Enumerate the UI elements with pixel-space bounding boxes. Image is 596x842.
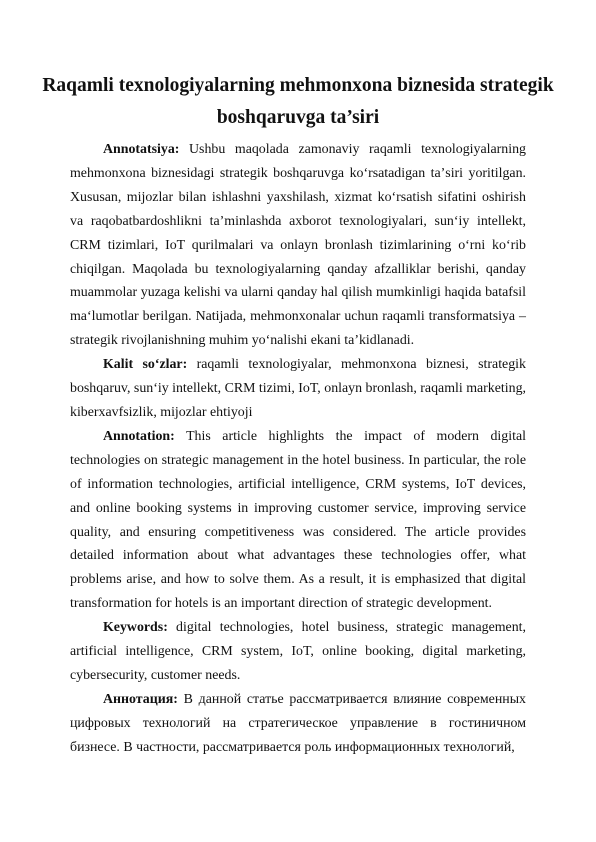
keywords-uz [70, 353, 526, 425]
abstract-en-label: Annotation: [103, 428, 175, 444]
keywords-uz-text: raqamli texnologiyalar, mehmonxona biznesi, strategik boshqaruv, sunʻiy intellekt, CRM tizimi, IoT, onlayn bronlash, raqamli marketing, kiberxavfsizlik, mijozlar ehtiyoji [70, 357, 526, 420]
abstract-uz-label: Annotatsiya: [103, 142, 180, 157]
abstract-en [70, 425, 526, 616]
abstract-ru [70, 688, 526, 760]
keywords-en-text: digital technologies, hotel business, strategic management, artificial intelligence, CRM system, IoT, online booking, digital marketing, cybersecurity, customer needs. [70, 620, 526, 683]
abstract-uz [70, 138, 526, 353]
keywords-en [70, 616, 526, 688]
abstract-ru-text: В данной статье рассматривается влияние современных цифровых технологий на стратегическое управление в гостиничном бизнесе. В частности, рассматривается роль информационных технологий, [70, 691, 526, 755]
abstract-uz-text: Ushbu maqolada zamonaviy raqamli texnologiyalarning mehmonxona biznesidagi strategik boshqaruvga koʻrsatadigan taʼsiri yoritilgan. Xususan, mijozlar bilan ishlashni yaxshilash, xizmat koʻrsatish sifatini oshirish va raqobatbardoshlikni taʼminlashda axborot texnologiyalari, sunʻiy intellekt, CRM tizimlari, IoT qurilmalari va onlayn bronlash tizimlarining oʻrni koʻrib chiqilgan. Maqolada bu texnologiyalarning qanday afzalliklar berishi, qanday muammolar yuzaga kelishi va ularni qanday hal qilish mumkinligi haqida batafsil maʻlumotlar berilgan. Natijada, mehmonxonalar uchun raqamli transformatsiya – strategik rivojlanishning muhim yoʻnalishi ekani taʼkidlanadi. [70, 142, 526, 349]
paper-title: Raqamli texnologiyalarning mehmonxona biznesida strategik boshqaruvga ta’siri [42, 75, 554, 128]
abstract-ru-label: Аннотация: [103, 691, 178, 707]
abstract-section [70, 138, 526, 760]
keywords-uz-label: Kalit soʻzlar: [103, 357, 188, 373]
keywords-en-label: Keywords: [103, 620, 168, 636]
abstract-en-text: This article highlights the impact of modern digital technologies on strategic management in the hotel business. In particular, the role of information technologies, artificial intelligence, CRM systems, IoT devices, and online booking systems in improving customer service, improving service quality, and ensuring competitiveness was considered. The article provides detailed information about what advantages these technologies offer, what problems arise, and how to solve them. As a result, it is emphasized that digital transformation for hotels is an important direction of strategic development. [70, 428, 526, 612]
